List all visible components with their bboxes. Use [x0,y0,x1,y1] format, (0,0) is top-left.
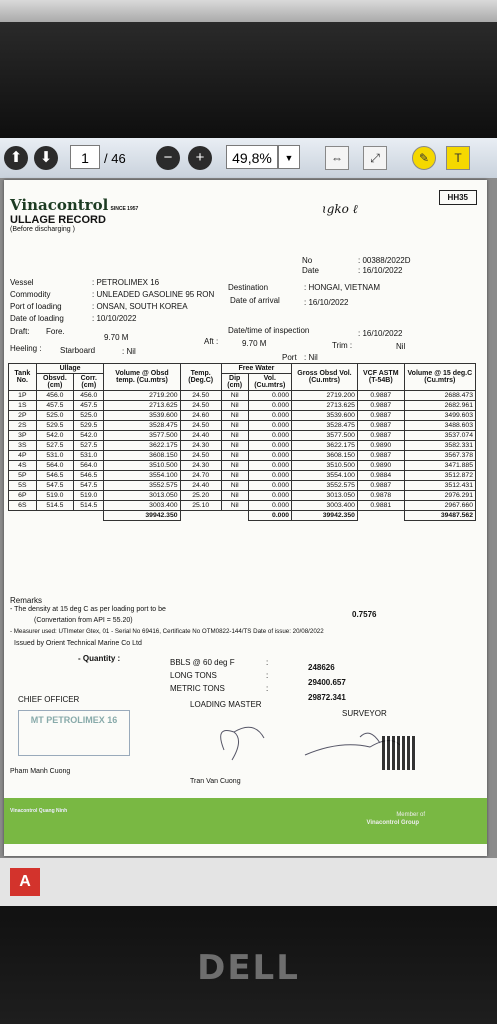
footer-member: Member of [396,812,425,818]
table-cell: 2713.625 [104,401,180,411]
col-free-water: Free Water [221,364,291,374]
table-cell: 564.0 [36,461,73,471]
table-cell: 0.000 [248,471,292,481]
table-cell: 3003.400 [104,501,180,511]
table-cell: 2967.660 [404,501,475,511]
table-cell: 2688.473 [404,391,475,401]
table-cell: 3622.175 [104,441,180,451]
table-cell: 0.000 [248,391,292,401]
table-cell: 24.50 [180,401,221,411]
table-cell: 3510.500 [104,461,180,471]
table-cell: 0.000 [248,421,292,431]
table-row [9,391,476,401]
signature-mark: ɩgko ℓ [322,202,358,216]
table-cell: Nil [221,401,248,411]
table-cell: 3499.603 [404,411,475,421]
table-cell: 3528.475 [292,421,358,431]
conversion-text: (Convertation from API = 55.20) [34,617,133,624]
table-cell: 3539.600 [104,411,180,421]
measurer-text: - Measurer used: UTImeter Gtex, 01 - Serial No 69416, Certificate No OTM0822-144/TS Date of issue: 20/08/2022 [10,628,324,635]
col-corr: Corr. (cm) [74,374,104,391]
table-cell: 3552.575 [104,481,180,491]
table-cell: 25.20 [180,491,221,501]
table-cell: 564.0 [74,461,104,471]
document-viewer[interactable] [0,178,497,858]
table-row [9,501,476,511]
table-cell: 527.5 [74,441,104,451]
table-cell: Nil [221,451,248,461]
col-dip: Dip (cm) [221,374,248,391]
table-cell: 3488.603 [404,421,475,431]
col-tank: Tank No. [9,364,37,391]
vessel-stamp [18,710,130,756]
table-cell: 0.9887 [357,481,404,491]
table-row [9,451,476,461]
col-volume: Volume @ Obsd temp. (Cu.mtrs) [104,364,180,391]
total-spacer-2 [180,511,248,521]
quantity-label: - Quantity : [78,654,121,663]
chief-officer-name: Pham Manh Cuong [10,768,71,775]
table-cell: 3528.475 [104,421,180,431]
table-cell: 0.000 [248,491,292,501]
vessel-value: : PETROLIMEX 16 [92,278,160,287]
table-cell: 3P [9,431,37,441]
table-cell: 24.50 [180,421,221,431]
table-cell: 25.10 [180,501,221,511]
next-page-icon[interactable]: ⬇ [34,146,58,170]
port-loading-value: : ONSAN, SOUTH KOREA [92,302,188,311]
zoom-in-icon[interactable]: + [188,146,212,170]
col-vol: Vol. (Cu.mtrs) [248,374,292,391]
table-cell: 5S [9,481,37,491]
table-cell: 3013.050 [104,491,180,501]
table-cell: Nil [221,471,248,481]
table-cell: 3577.500 [104,431,180,441]
table-cell: 24.70 [180,471,221,481]
table-cell: Nil [221,481,248,491]
table-cell: 456.0 [74,391,104,401]
table-cell: 519.0 [74,491,104,501]
page-total: / 46 [104,151,126,166]
zoom-input[interactable]: 49,8% [226,145,278,169]
long-tons-label: LONG TONS [170,671,217,680]
table-cell: 0.000 [248,411,292,421]
long-tons-value: 29400.657 [308,678,346,687]
table-cell: 525.0 [36,411,73,421]
trim-value: Nil [396,342,406,351]
table-cell: 457.5 [74,401,104,411]
metric-tons-value: 29872.341 [308,693,346,702]
table-cell: 0.000 [248,441,292,451]
table-cell: 531.0 [74,451,104,461]
zoom-out-icon[interactable]: − [156,146,180,170]
loading-master-signature [204,720,294,764]
table-row [9,431,476,441]
footer-branch: Vinacontrol Quang Ninh [10,808,68,814]
inspection-value: : 16/10/2022 [358,329,403,338]
table-total-row [9,511,476,521]
no-label: No [302,256,313,265]
doc-title: ULLAGE RECORD [10,214,106,226]
table-cell: 0.9887 [357,411,404,421]
chief-officer-label: CHIEF OFFICER [18,695,80,704]
pdf-toolbar [0,138,497,179]
table-cell: 547.5 [74,481,104,491]
aft-value: 9.70 M [242,339,267,348]
table-row [9,461,476,471]
table-cell: 3552.575 [292,481,358,491]
commodity-label: Commodity [10,290,51,299]
table-cell: 2976.291 [404,491,475,501]
table-cell: 4P [9,451,37,461]
document-footer [4,798,487,844]
table-cell: 5P [9,471,37,481]
bbls-label: BBLS @ 60 deg F [170,658,235,667]
table-cell: 0.000 [248,431,292,441]
aft-label: Aft : [204,337,219,346]
table-cell: 547.5 [36,481,73,491]
table-cell: 3013.050 [292,491,358,501]
fit-page-icon[interactable]: ⤢ [363,146,387,170]
table-cell: 24.30 [180,461,221,471]
total-water: 0.000 [248,511,292,521]
table-cell: 3537.074 [404,431,475,441]
table-cell: Nil [221,421,248,431]
table-cell: 457.5 [36,401,73,411]
table-cell: Nil [221,411,248,421]
table-cell: 0.000 [248,451,292,461]
monitor-bezel-top [0,22,497,140]
issued-text: Issued by Orient Technical Marine Co Ltd [14,640,142,647]
pdf-page [4,180,487,856]
brand-name: Vinacontrol [10,196,109,214]
table-cell: 3608.150 [292,451,358,461]
col-gross: Gross Obsd Vol. (Cu.mtrs) [292,364,358,391]
vessel-label: Vessel [10,278,34,287]
table-cell: 1S [9,401,37,411]
table-cell: 24.60 [180,411,221,421]
table-cell: 0.9884 [357,471,404,481]
loading-master-label: LOADING MASTER [190,700,262,709]
table-cell: Nil [221,461,248,471]
table-cell: 3608.150 [104,451,180,461]
screen [0,138,497,906]
table-cell: 0.9887 [357,421,404,431]
table-cell: 531.0 [36,451,73,461]
doc-subtitle: (Before discharging ) [10,226,75,233]
total-vol15: 39487.562 [404,511,475,521]
table-cell: 0.9890 [357,441,404,451]
table-header-row [9,364,476,374]
page-number-input[interactable]: 1 [70,145,100,169]
total-obsd: 39942.350 [104,511,180,521]
port-label: Port [282,353,297,362]
table-cell: Nil [221,491,248,501]
prev-page-icon[interactable]: ⬆ [4,146,28,170]
table-cell: 525.0 [74,411,104,421]
loading-master-name: Tran Van Cuong [190,778,241,785]
table-cell: 24.50 [180,391,221,401]
qr-code [382,736,416,770]
trim-label: Trim : [332,341,353,350]
table-cell: 24.50 [180,451,221,461]
table-row [9,481,476,491]
no-value: : 00388/2022D [358,256,411,265]
table-cell: 0.000 [248,401,292,411]
comment-icon[interactable]: ✎ [412,146,436,170]
table-row [9,421,476,431]
col-ullage: Ullage [36,364,104,374]
fore-label: Fore. [46,327,65,336]
table-cell: 3510.500 [292,461,358,471]
table-cell: 3512.872 [404,471,475,481]
table-cell: 3003.400 [292,501,358,511]
arrival-label: Date of arrival [230,296,280,305]
table-cell: 3554.100 [292,471,358,481]
long-colon: : [266,671,269,680]
surveyor-label: SURVEYOR [342,709,387,718]
table-cell: 0.9887 [357,391,404,401]
table-cell: 3471.885 [404,461,475,471]
table-cell: 2719.200 [292,391,358,401]
fit-width-icon[interactable]: ⇔ [325,146,349,170]
table-cell: 2682.961 [404,401,475,411]
table-cell: 0.9887 [357,401,404,411]
heeling-value: : Nil [122,347,136,356]
destination-label: Destination [228,283,269,292]
table-cell: 6P [9,491,37,501]
table-cell: 4S [9,461,37,471]
footer-group: Vinacontrol Group [366,820,419,826]
form-code: HH35 [439,190,477,205]
date-label: Date [302,266,319,275]
adobe-acrobat-icon[interactable]: A [10,868,40,896]
table-cell: 24.40 [180,431,221,441]
total-spacer [9,511,104,521]
remarks-label: Remarks [10,596,43,605]
table-cell: 542.0 [74,431,104,441]
table-cell: 3554.100 [104,471,180,481]
table-cell: 0.000 [248,461,292,471]
table-cell: 0.9878 [357,491,404,501]
date-loading-value: : 10/10/2022 [92,314,137,323]
monitor-brand-logo: DELL [197,948,300,988]
table-cell: 0.000 [248,501,292,511]
port-loading-label: Port of loading [10,302,62,311]
date-value: : 16/10/2022 [358,266,403,275]
table-cell: Nil [221,441,248,451]
table-cell: 3539.600 [292,411,358,421]
density-text: - The density at 15 deg C as per loading port to be [10,606,166,613]
col-obsvd: Obsvd. (cm) [36,374,73,391]
stamp-text: MT PETROLIMEX 16 [30,715,118,725]
arrival-value: : 16/10/2022 [304,298,349,307]
metric-colon: : [266,684,269,693]
table-cell: 456.0 [36,391,73,401]
zoom-dropdown-icon[interactable]: ▼ [278,145,300,169]
table-cell: 3582.331 [404,441,475,451]
table-cell: Nil [221,501,248,511]
table-cell: 6S [9,501,37,511]
heeling-side: Starboard [60,346,96,355]
commodity-value: : UNLEADED GASOLINE 95 RON [92,290,215,299]
port-value: : Nil [304,353,318,362]
table-cell: 546.5 [74,471,104,481]
table-cell: 519.0 [36,491,73,501]
table-cell: 24.30 [180,441,221,451]
monitor-bezel-bottom [0,906,497,1024]
table-cell: 3512.431 [404,481,475,491]
table-cell: 0.000 [248,481,292,491]
table-row [9,471,476,481]
table-cell: 527.5 [36,441,73,451]
total-spacer-3 [357,511,404,521]
table-cell: 3577.500 [292,431,358,441]
bbls-value: 248626 [308,663,335,672]
table-row [9,441,476,451]
fore-value: 9.70 M [104,333,129,342]
company-logo [10,196,138,233]
table-cell: 2S [9,421,37,431]
col-vol15: Volume @ 15 deg.C (Cu.mtrs) [404,364,475,391]
density-value: 0.7576 [352,610,377,619]
table-row [9,411,476,421]
col-vcf: VCF ASTM (T-54B) [357,364,404,391]
table-cell: 3S [9,441,37,451]
table-cell: 24.40 [180,481,221,491]
table-cell: 514.5 [74,501,104,511]
table-cell: Nil [221,391,248,401]
table-row [9,491,476,501]
table-cell: 0.9890 [357,461,404,471]
status-bar [0,858,497,906]
inspection-label: Date/time of inspection [228,326,310,335]
table-cell: 0.9887 [357,431,404,441]
date-loading-label: Date of loading [10,314,64,323]
table-cell: 3567.378 [404,451,475,461]
table-cell: 529.5 [36,421,73,431]
highlight-icon[interactable]: T [446,146,470,170]
heeling-label: Heeling : [10,344,42,353]
brand-since: SINCE 1957 [110,206,139,212]
table-cell: 542.0 [36,431,73,441]
table-cell: 529.5 [74,421,104,431]
table-cell: 546.5 [36,471,73,481]
table-cell: 0.9881 [357,501,404,511]
table-cell: 2P [9,411,37,421]
draft-label: Draft: [10,327,30,336]
destination-value: : HONGAI, VIETNAM [304,283,381,292]
table-cell: 2713.625 [292,401,358,411]
table-cell: 514.5 [36,501,73,511]
table-cell: 3622.175 [292,441,358,451]
ullage-table [8,363,476,521]
metric-tons-label: METRIC TONS [170,684,225,693]
bbls-colon: : [266,658,269,667]
table-cell: 0.9887 [357,451,404,461]
table-row [9,401,476,411]
col-temp: Temp. (Deg.C) [180,364,221,391]
table-cell: 1P [9,391,37,401]
table-cell: Nil [221,431,248,441]
total-gross: 39942.350 [292,511,358,521]
table-cell: 2719.200 [104,391,180,401]
